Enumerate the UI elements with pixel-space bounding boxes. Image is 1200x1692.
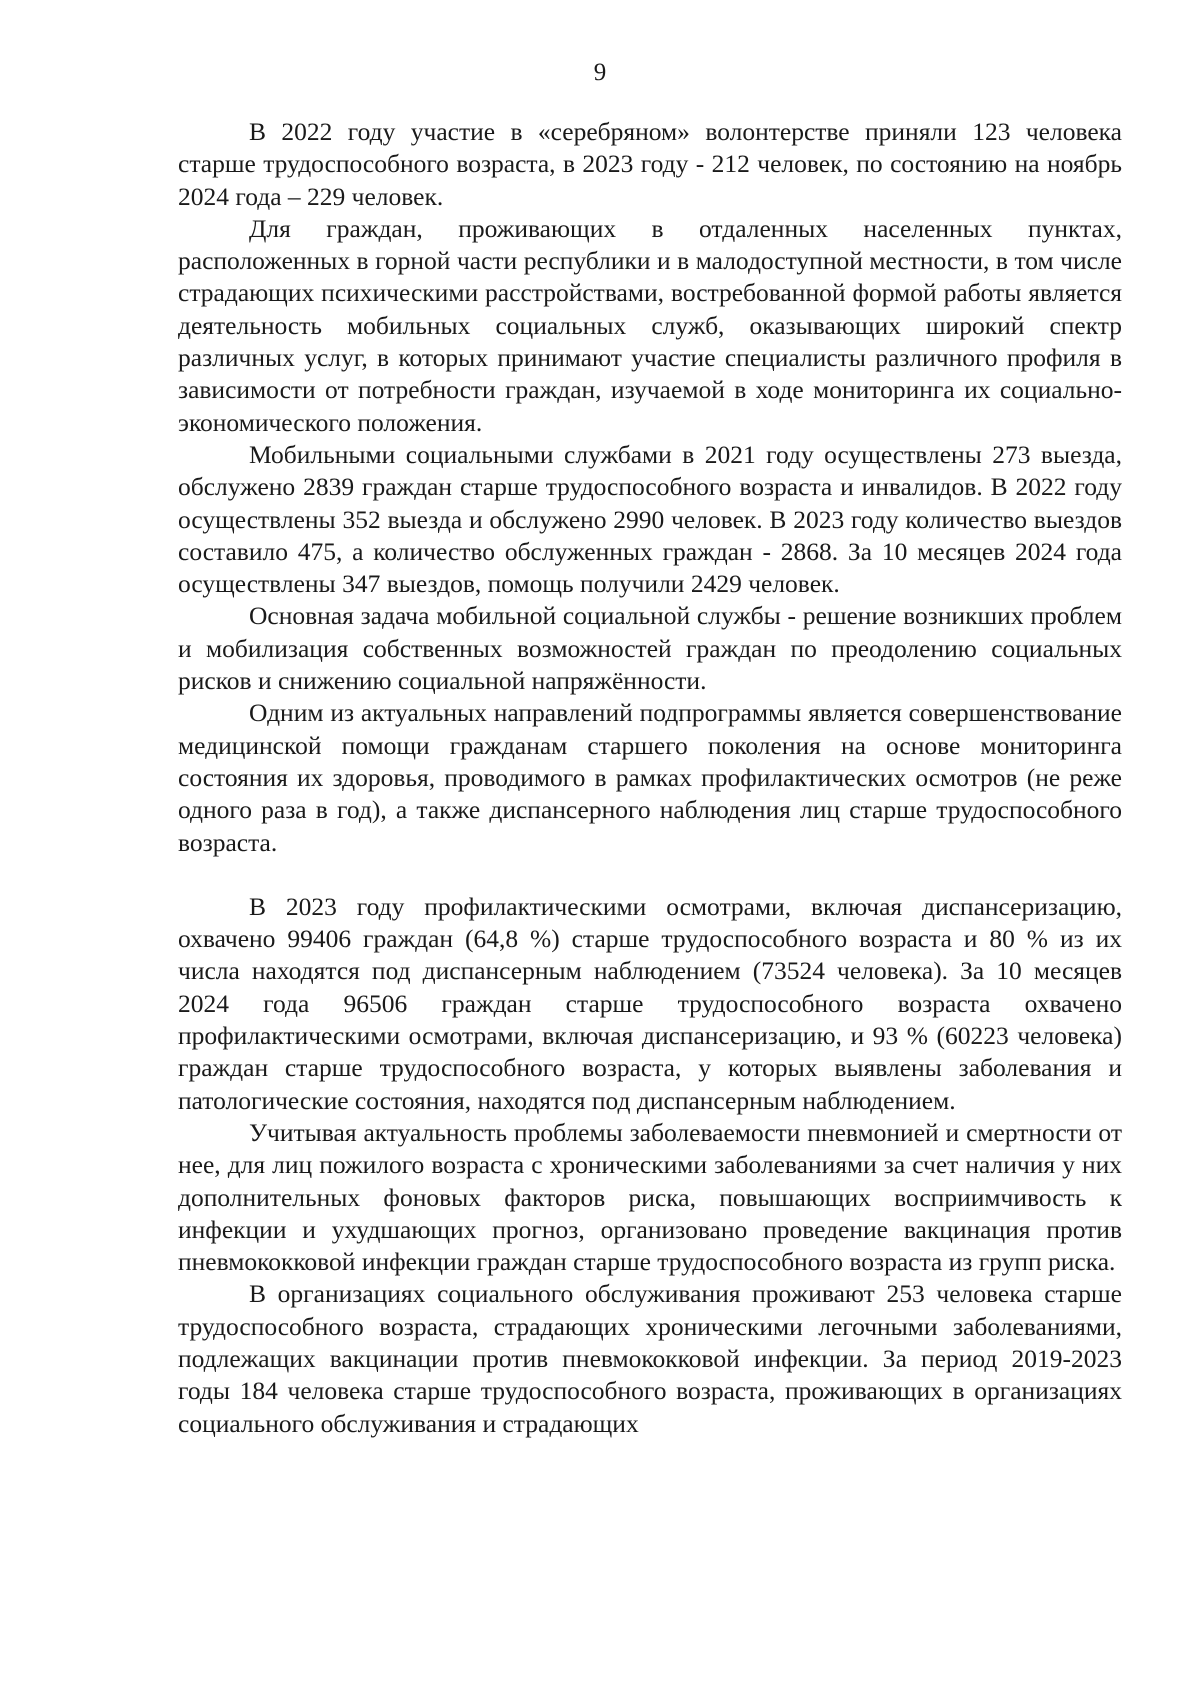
paragraph-preventive-exams: В 2023 году профилактическими осмотрами, включая диспансеризацию, охвачено 99406 граждан (64,8 %) старше трудоспособного возраста и 80 % из их числа находятся под диспансерным наблюдением (73524 человека). За 10 месяцев 2024 года 96506 граждан старше трудоспособного возраста охвачено профилактическими осмотрами, включая диспансеризацию, и 93 % (60223 человека) граждан старше трудоспособного возраста, у которых выявлены заболевания и патологические состояния, находятся под диспансерным наблюдением.: [178, 891, 1122, 1115]
paragraph-mobile-services-intro: Для граждан, проживающих в отдаленных населенных пунктах, расположенных в горной части республики и в малодоступной местности, в том числе страдающих психическими расстройствами, востребованной формой работы является деятельность мобильных социальных служб, оказывающих широкий спектр различных услуг, в которых принимают участие специалисты различного профиля в зависимости от потребности граждан, изучаемой в ходе мониторинга их социально-экономического положения.: [178, 213, 1122, 437]
page-number: 9: [593, 59, 607, 86]
paragraph-mobile-services-stats: Мобильными социальными службами в 2021 году осуществлены 273 выезда, обслужено 2839 граждан старше трудоспособного возраста и инвалидов. В 2022 году осуществлены 352 выезда и обслужено 2990 человек. В 2023 году количество выездов составило 475, а количество обслуженных граждан - 2868. За 10 месяцев 2024 года осуществлены 347 выездов, помощь получили 2429 человек.: [178, 439, 1122, 599]
paragraph-social-institutions: В организациях социального обслуживания проживают 253 человека старше трудоспособного возраста, страдающих хроническими легочными заболеваниями, подлежащих вакцинации против пневмококковой инфекции. За период 2019-2023 годы 184 человека старше трудоспособного возраста, проживающих в организациях социального обслуживания и страдающих: [178, 1279, 1122, 1438]
paragraph-silver-volunteering: В 2022 году участие в «серебряном» волонтерстве приняли 123 человека старше трудоспособного возраста, в 2023 году - 212 человек, по состоянию на ноябрь 2024 года – 229 человек.: [178, 117, 1122, 211]
paragraph-pneumonia-vaccination: Учитывая актуальность проблемы заболеваемости пневмонией и смертности от нее, для лиц пожилого возраста с хроническими заболеваниями за счет наличия у них дополнительных фоновых факторов риска, повышающих восприимчивость к инфекции и ухудшающих прогноз, организовано проведение вакцинация против пневмококковой инфекции граждан старше трудоспособного возраста из групп риска.: [178, 1117, 1122, 1277]
paragraph-medical-care-direction: Одним из актуальных направлений подпрограммы является совершенствование медицинской помощи гражданам старшего поколения на основе мониторинга состояния их здоровья, проводимого в рамках профилактических осмотров (не реже одного раза в год), а также диспансерного наблюдения лиц старше трудоспособного возраста.: [178, 698, 1122, 857]
paragraph-mobile-service-task: Основная задача мобильной социальной службы - решение возникших проблем и мобилизация собственных возможностей граждан по преодолению социальных рисков и снижению социальной напряжённости.: [178, 601, 1122, 696]
document-body: [178, 116, 1122, 1440]
paragraph-gap: [178, 859, 1122, 891]
